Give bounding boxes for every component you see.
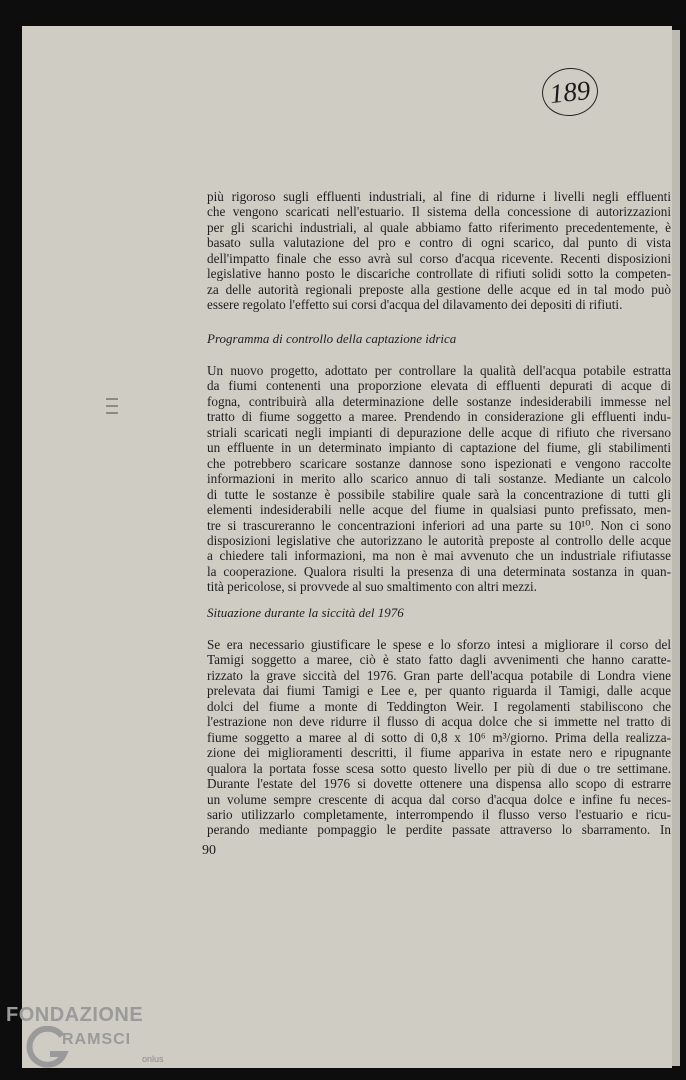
- text-line: fogna, contribuirà alla determinazione delle sostanze indesiderabili immesse nel: [207, 393, 671, 409]
- text-line: perando mediante pompaggio le perdite passate attraverso lo sbarramento. In: [207, 822, 671, 838]
- text-line: un volume sempre crescente di acqua dal corso d'acqua dolce e infine fu neces-: [207, 791, 671, 807]
- document-page: [22, 26, 672, 1068]
- text-line: che potrebbero scaricare sostanze dannose sono ispezionati e vengono raccolte: [207, 455, 671, 471]
- text-line: l'estrazione non deve ridurre il flusso di acqua dolce che si immette nel tratto di: [207, 714, 671, 730]
- text-line: basato sulla valutazione del pro e contro di ogni scarico, dal punto di vista: [207, 235, 671, 251]
- page-edge: [672, 30, 680, 1066]
- text-line: che vengono scaricati nell'estuario. Il sistema della concessione di autorizzazioni: [207, 204, 671, 220]
- text-line: fiume soggetto a maree al di sotto di 0,8 x 10⁶ m³/giorno. Prima della realizza-: [207, 729, 671, 745]
- text-line: prelevata dai fiumi Tamigi e Lee e, per quanto riguarda il Tamigi, dalle acque: [207, 683, 671, 699]
- text-line: da fiumi contenenti una proporzione elevata di effluenti depurati di acque di: [207, 378, 671, 394]
- text-line: qualora la portata fosse scesa sotto questo livello per più di due o tre settimane.: [207, 760, 671, 776]
- text-line: za delle autorità regionali preposte alla gestione delle acque ed in tal modo può: [207, 281, 671, 297]
- section-heading-1: Programma di controllo della captazione idrica: [207, 331, 457, 346]
- text-line: Se era necessario giustificare le spese e lo sforzo intesi a migliorare il corso del: [207, 637, 671, 652]
- text-line: un effluente in un determinato impianto di captazione del fiume, gli stabilimenti: [207, 440, 671, 456]
- text-line: elementi indesiderabili nelle acque del fiume in qualsiasi punto prefissato, men-: [207, 502, 671, 518]
- text-line: striali scaricati negli impianti di depurazione delle acque di rifiuto che riversano: [207, 424, 671, 440]
- paragraph-2: [207, 363, 671, 595]
- text-line: zione dei miglioramenti descritti, il fiume appariva in estate nero e ripugnante: [207, 745, 671, 761]
- text-line: dolci del fiume a monte di Teddington Weir. I regolamenti stabiliscono che: [207, 698, 671, 714]
- margin-marks: [106, 398, 118, 419]
- text-line: Durante l'estate del 1976 si dovette ottenere una dispensa allo scopo di estrarre: [207, 776, 671, 792]
- text-line: a chiedere tali informazioni, ma non è mai avvenuto che un industriale rifiutasse: [207, 548, 671, 564]
- watermark-line-2: RAMSCI: [62, 1031, 132, 1048]
- text-line: tre si trascureranno le concentrazioni inferiori ad una parte su 10¹⁰. Non ci sono: [207, 517, 671, 533]
- text-line: legislative hanno posto le discariche controllate di rifiuti solidi sotto la competen-: [207, 266, 671, 282]
- text-line: dell'impatto finale che esso avrà sul corso d'acqua ricevente. Recenti disposizioni: [207, 250, 671, 266]
- watermark-suffix: onlus: [142, 1054, 164, 1064]
- text-line: rizzato la grave siccità del 1976. Gran parte dell'acqua potabile di Londra viene: [207, 667, 671, 683]
- handwritten-page-annotation: 189: [540, 65, 601, 119]
- text-line: più rigoroso sugli effluenti industriali, al fine di ridurne i livelli negli effluenti: [207, 189, 671, 204]
- watermark-logo: [6, 1004, 176, 1076]
- text-line: Un nuovo progetto, adottato per controllare la qualità dell'acqua potabile estratta: [207, 363, 671, 378]
- watermark-line-1: FONDAZIONE: [6, 1004, 144, 1026]
- text-line: tratto di fiume soggetto a maree. Prendendo in considerazione gli effluenti indu-: [207, 409, 671, 425]
- text-line: di tutte le sostanze è possibile stabilire quale sarà la concentrazione di tutti gli: [207, 486, 671, 502]
- page-number: 90: [202, 843, 216, 858]
- text-line: la cooperazione. Qualora risulti la presenza di una determinata sostanza in quan-: [207, 563, 671, 579]
- text-line: essere regolato l'effetto sui corsi d'acqua del dilavamento dei depositi di rifiuti.: [207, 297, 623, 313]
- text-line: informazioni in merito allo scarico annuo di tali sostanze. Mediante un calcolo: [207, 471, 671, 487]
- text-line: per gli scarichi industriali, al quale abbiamo fatto riferimento precedentemente, è: [207, 219, 671, 235]
- paragraph-1: [207, 189, 671, 313]
- text-line: sario utilizzarlo completamente, interrompendo il flusso verso l'estuario e ricu-: [207, 806, 671, 822]
- text-line: Tamigi soggetto a maree, ciò è stato fatto dagli avvenimenti che hanno caratte-: [207, 652, 671, 668]
- text-line: tità pericolose, si provvede al suo smaltimento con altri mezzi.: [207, 579, 537, 595]
- text-line: disposizioni legislative che autorizzano le autorità preposte al controllo delle acque: [207, 532, 671, 548]
- paragraph-3: [207, 637, 671, 838]
- section-heading-2: Situazione durante la siccità del 1976: [207, 605, 404, 620]
